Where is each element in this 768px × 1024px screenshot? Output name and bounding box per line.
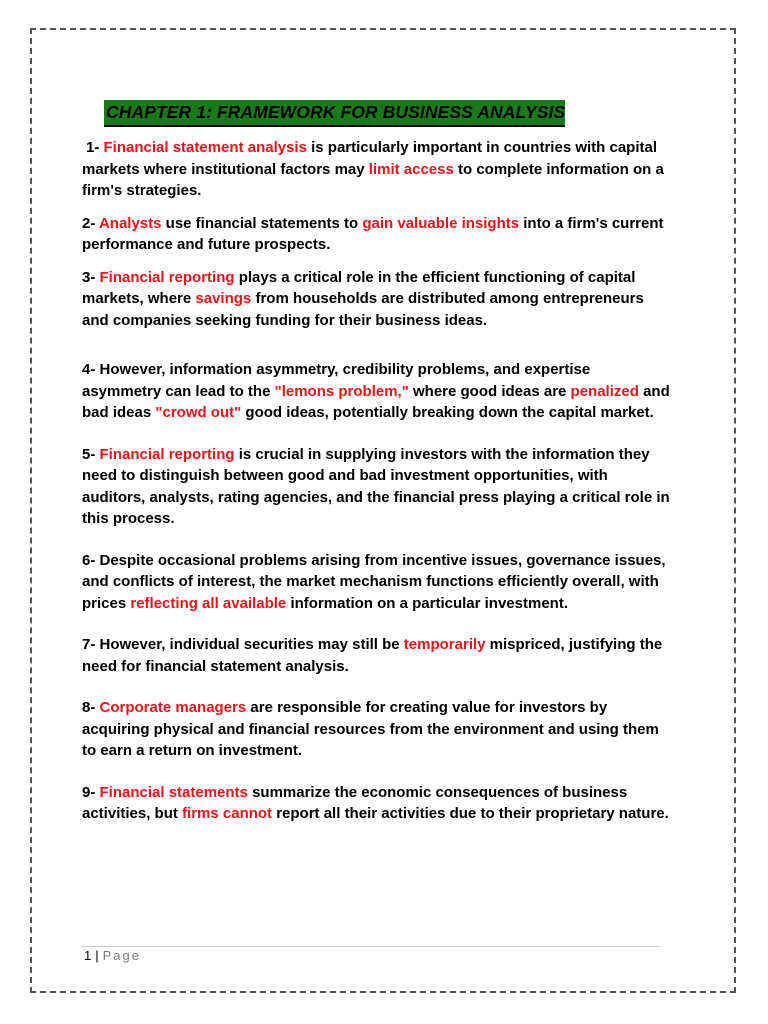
text-run: 5- — [82, 445, 100, 463]
text-run: good ideas, potentially breaking down the capital market. — [241, 404, 654, 421]
highlighted-text: reflecting all available — [130, 594, 287, 612]
page-footer — [84, 948, 141, 963]
text-run: is particularly important in countries with capital markets where institutional factors may — [82, 139, 658, 178]
document-body — [82, 100, 672, 825]
text-run: 9- — [82, 783, 100, 801]
text-run: 8- — [82, 699, 100, 716]
text-run: 7- However, individual securities may still be — [82, 636, 404, 653]
text-run: to complete information on a firm's strategies. — [82, 160, 664, 199]
highlighted-text: limit access — [368, 160, 454, 178]
text-run: summarize the economic consequences of business activities, but — [82, 783, 628, 822]
text-run: from households are distributed among entrepreneurs and companies seeking funding for their business ideas. — [82, 290, 644, 329]
text-run: information on a particular investment. — [286, 594, 568, 612]
footer-divider — [82, 946, 660, 947]
text-run: plays a critical role in the efficient functioning of capital markets, where — [82, 268, 636, 307]
highlighted-text: firms cannot — [182, 805, 273, 822]
highlighted-text: "crowd out" — [155, 404, 242, 421]
text-run: where good ideas are — [408, 382, 571, 400]
paragraph-4 — [82, 359, 672, 424]
highlighted-text: "lemons problem," — [274, 382, 409, 400]
paragraph-6 — [82, 550, 672, 615]
text-run: use financial statements to — [161, 214, 363, 232]
text-run: mispriced, justifying the need for financial statement analysis. — [82, 636, 663, 675]
page-label: Page — [102, 948, 141, 963]
highlighted-text: gain valuable insights — [362, 214, 520, 232]
highlighted-text: temporarily — [403, 636, 486, 653]
footer-separator: | — [95, 948, 99, 963]
highlighted-text: savings — [195, 290, 252, 307]
text-run: 2- — [82, 214, 99, 232]
text-run: are responsible for creating value for investors by acquiring physical and financial resources from the environment and using them to earn a return on investment. — [82, 699, 659, 759]
highlighted-text: Financial statement analysis — [103, 139, 307, 156]
text-run: 6- Despite occasional problems arising from incentive issues, governance issues, and conflicts of interest, the market mechanism functions efficiently overall, with prices — [82, 551, 666, 612]
highlighted-text: Analysts — [98, 214, 162, 232]
text-run: report all their activities due to their proprietary nature. — [272, 805, 669, 822]
chapter-title: CHAPTER 1: FRAMEWORK FOR BUSINESS ANALYSIS — [104, 100, 565, 127]
text-run: into a firm's current performance and future prospects. — [82, 214, 664, 253]
paragraph-7 — [82, 634, 672, 677]
page-number: 1 — [84, 948, 92, 963]
text-run: 3- — [82, 268, 100, 286]
highlighted-text: Financial statements — [99, 783, 248, 801]
paragraph-8 — [82, 697, 672, 762]
paragraph-1 — [82, 137, 672, 202]
text-run: and bad ideas — [82, 382, 670, 421]
highlighted-text: Financial reporting — [99, 445, 235, 463]
paragraph-3 — [82, 267, 672, 332]
text-run: 1- — [86, 139, 104, 156]
paragraph-5 — [82, 444, 672, 530]
text-run: is crucial in supplying investors with the information they need to distinguish between good and bad investment opportunities, with auditors, analysts, rating agencies, and the financial press playing a critical role in this process. — [82, 445, 670, 527]
highlighted-text: penalized — [570, 382, 639, 400]
text-run: 4- However, information asymmetry, credibility problems, and expertise asymmetry can lead to the — [82, 361, 591, 400]
highlighted-text: Corporate managers — [99, 699, 247, 716]
title-wrapper — [104, 100, 634, 127]
paragraph-2 — [82, 213, 672, 256]
paragraph-9 — [82, 782, 672, 825]
highlighted-text: Financial reporting — [99, 268, 235, 286]
